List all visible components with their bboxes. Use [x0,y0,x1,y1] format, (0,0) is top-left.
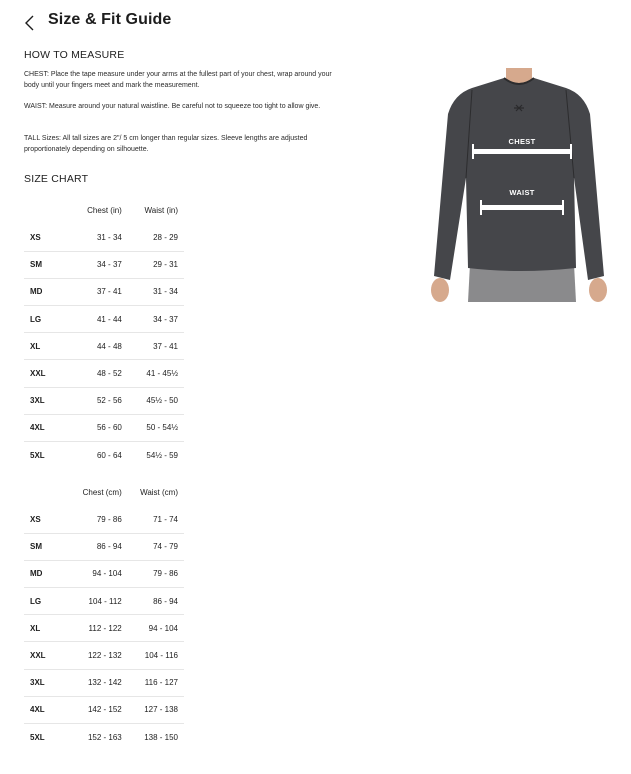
table-row [24,306,184,333]
chest-cell: 56 - 60 [70,414,128,441]
chest-cell: 34 - 37 [70,251,128,278]
size-cell: 4XL [24,696,70,723]
chest-cell: 37 - 41 [70,278,128,305]
table-row [24,278,184,305]
size-cell: 5XL [30,732,45,742]
chest-cell: 152 - 163 [87,732,122,742]
size-cell: SM [24,533,70,560]
waist-cell: 116 - 127 [128,669,184,696]
waist-cell: 86 - 94 [128,588,184,615]
chest-cell: 104 - 112 [70,588,128,615]
size-cell: 3XL [24,669,70,696]
size-cell: 3XL [24,387,70,414]
waist-cell: 29 - 31 [128,251,184,278]
chest-label: CHEST [508,137,536,146]
waist-cell: 104 - 116 [128,642,184,669]
size-chart-heading: SIZE CHART [24,173,89,185]
size-cell: LG [24,306,70,333]
size-cell: 5XL [30,450,45,460]
table-row [24,414,184,441]
waist-cell: 41 - 45½ [128,360,184,387]
page-title: Size & Fit Guide [48,11,172,28]
back-button[interactable] [22,13,40,33]
size-cell: MD [24,278,70,305]
table-row [24,442,184,469]
measurement-figure [426,68,612,302]
size-cell: XXL [24,642,70,669]
chest-cell: 48 - 52 [70,360,128,387]
size-cell: 4XL [24,414,70,441]
waist-cell: 50 - 54½ [128,414,184,441]
size-cell: XS [24,506,70,533]
chest-instructions: CHEST: Place the tape measure under your arms at the fullest part of your chest, wrap around your body until your fingers meet and mark the measurement. [24,71,332,89]
table-row [24,642,184,669]
column-header-size [24,478,70,506]
chest-cell: 142 - 152 [70,696,128,723]
waist-cell: 79 - 86 [128,560,184,587]
size-cell: XL [24,333,70,360]
size-cell: XXL [24,360,70,387]
header [0,0,631,44]
waist-cell: 31 - 34 [128,278,184,305]
table-row [24,387,184,414]
column-header-waist: Waist (in) [144,205,178,215]
how-to-measure-heading: HOW TO MEASURE [24,49,125,61]
waist-cell: 138 - 150 [144,732,178,742]
table-header-row [24,478,184,506]
table-row [24,360,184,387]
size-cell: LG [24,588,70,615]
size-table-cm [24,478,184,751]
waist-label: WAIST [509,188,535,197]
table-row [24,506,184,533]
waist-cell: 71 - 74 [128,506,184,533]
size-cell: XL [24,615,70,642]
waist-cell: 54½ - 59 [146,450,178,460]
size-cell: SM [24,251,70,278]
waist-cell: 28 - 29 [128,224,184,251]
chest-cell: 60 - 64 [96,450,122,460]
table-row [24,333,184,360]
chest-cell: 94 - 104 [70,560,128,587]
chest-cell: 112 - 122 [70,615,128,642]
tall-sizes-note: TALL Sizes: All tall sizes are 2"/ 5 cm longer than regular sizes. Sleeve lengths are adjusted proportionately depending on silhouette. [24,135,308,153]
column-header-chest: Chest (in) [87,205,122,215]
table-row [24,560,184,587]
waist-cell: 37 - 41 [128,333,184,360]
table-row [24,696,184,723]
waist-cell: 45½ - 50 [128,387,184,414]
waist-cell: 34 - 37 [128,306,184,333]
size-table-inches [24,196,184,469]
table-row [24,224,184,251]
chest-cell: 132 - 142 [70,669,128,696]
column-header-waist: Waist (cm) [140,487,178,497]
chest-cell: 86 - 94 [70,533,128,560]
column-header-size [24,196,70,224]
chest-cell: 122 - 132 [70,642,128,669]
chest-cell: 41 - 44 [70,306,128,333]
size-cell: XS [24,224,70,251]
chest-cell: 44 - 48 [70,333,128,360]
waist-cell: 127 - 138 [128,696,184,723]
chevron-left-icon [22,13,40,33]
table-row [24,724,184,751]
table-row [24,251,184,278]
chest-cell: 79 - 86 [70,506,128,533]
column-header-chest: Chest (cm) [82,487,122,497]
table-header-row [24,196,184,224]
waist-cell: 94 - 104 [128,615,184,642]
size-cell: MD [24,560,70,587]
waist-instructions: WAIST: Measure around your natural waistline. Be careful not to squeeze too tight to allow give. [24,103,321,110]
table-row [24,588,184,615]
table-row [24,533,184,560]
table-row [24,615,184,642]
waist-cell: 74 - 79 [128,533,184,560]
chest-cell: 52 - 56 [70,387,128,414]
model-illustration [426,68,612,302]
table-row [24,669,184,696]
chest-cell: 31 - 34 [70,224,128,251]
